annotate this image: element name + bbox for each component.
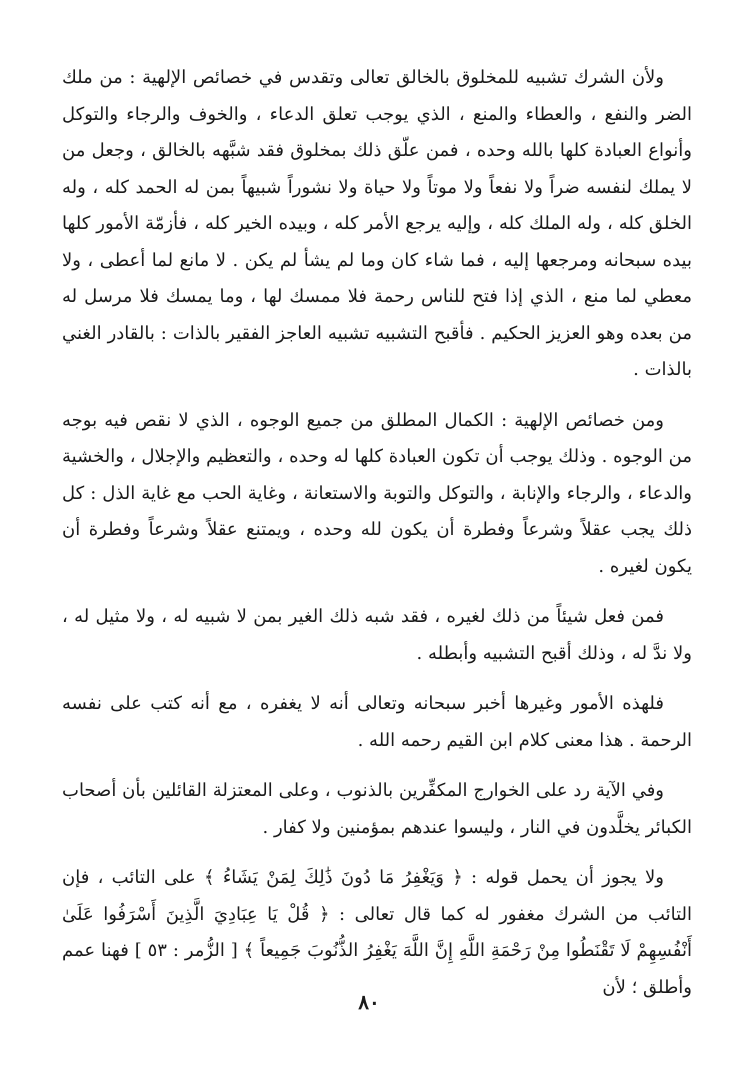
body-text — [62, 60, 692, 1006]
paragraph-gap — [62, 672, 692, 686]
paragraph-radd-ala-khawarij: وفي الآية رد على الخوارج المكفِّرين بالذنوب ، وعلى المعتزلة القائلين بأن أصحاب الكبائر يخلَّدون في النار ، وليسوا عندهم بمؤمنين ولا كفار . — [62, 780, 692, 838]
paragraph-khasais-ilahiyya: ومن خصائص الإلهية : الكمال المطلق من جميع الوجوه ، الذي لا نقص فيه بوجه من الوجوه . وذلك يوجب أن تكون العبادة كلها له وحده ، والتعظيم والإجلال ، والخشية والدعاء ، والرجاء والإنابة ، والتوكل والتوبة والاستعانة ، وغاية الحب مع غاية الذل : كل ذلك يجب عقلاً وشرعاً وفطرة أن يكون لله وحده ، ويمتنع عقلاً وشرعاً وفطرة أن يكون لغيره . — [62, 409, 692, 577]
paragraph-man-faala: فمن فعل شيئاً من ذلك لغيره ، فقد شبه ذلك الغير بمن لا شبيه له ، ولا مثيل له ، ولا ندَّ له ، وذلك أقبح التشبيه وأبطله . — [62, 606, 692, 664]
page-number: ٨٠ — [358, 990, 380, 1014]
paragraph-gap — [62, 585, 692, 599]
paragraph-shirk-tashbih: ولأن الشرك تشبيه للمخلوق بالخالق تعالى وتقدس في خصائص الإلهية : من ملك الضر والنفع ، والعطاء والمنع ، الذي يوجب تعلق الدعاء ، والخوف والرجاء والتوكل وأنواع العبادة كلها بالله وحده ، فمن علّق ذلك بمخلوق فقد شبَّهه بالخالق ، وجعل من لا يملك لنفسه ضراً ولا نفعاً ولا موتاً ولا حياة ولا نشوراً شبيهاً بمن له الحمد كله ، وله الخلق كله ، وله الملك كله ، وإليه يرجع الأمر كله ، وبيده الخير كله ، فأزمّة الأمور كلها بيده سبحانه ومرجعها إليه ، فما شاء كان وما لم يشأ لم يكن . لا مانع لما أعطى ، ولا معطي لما منع ، الذي إذا فتح للناس رحمة فلا ممسك لها ، وما يمسك فلا مرسل له من بعده وهو العزيز الحكيم . فأقبح التشبيه تشبيه العاجز الفقير بالذات : بالقادر الغني بالذات . — [62, 67, 692, 380]
paragraph-la-yajuz: ولا يجوز أن يحمل قوله : ﴿ وَيَغْفِرُ مَا دُونَ ذَٰلِكَ لِمَنْ يَشَاءُ ﴾ على التائب ، فإن التائب من الشرك مغفور له كما قال تعالى : ﴿ قُلْ يَا عِبَادِيَ الَّذِينَ أَسْرَفُوا عَلَىٰ أَنْفُسِهِمْ لَا تَقْنَطُوا مِنْ رَحْمَةِ اللَّهِ إِنَّ اللَّهَ يَغْفِرُ الذُّنُوبَ جَمِيعاً ﴾ [ الزُّمر : ٥٣ ] فهنا عمم وأطلق ؛ لأن — [62, 867, 692, 998]
paragraph-gap — [62, 846, 692, 860]
paragraph-gap — [62, 389, 692, 403]
paragraph-li-hadhihi-al-umur: فلهذه الأمور وغيرها أخبر سبحانه وتعالى أنه لا يغفره ، مع أنه كتب على نفسه الرحمة . هذا معنى كلام ابن القيم رحمه الله . — [62, 693, 692, 751]
paragraph-gap — [62, 759, 692, 773]
